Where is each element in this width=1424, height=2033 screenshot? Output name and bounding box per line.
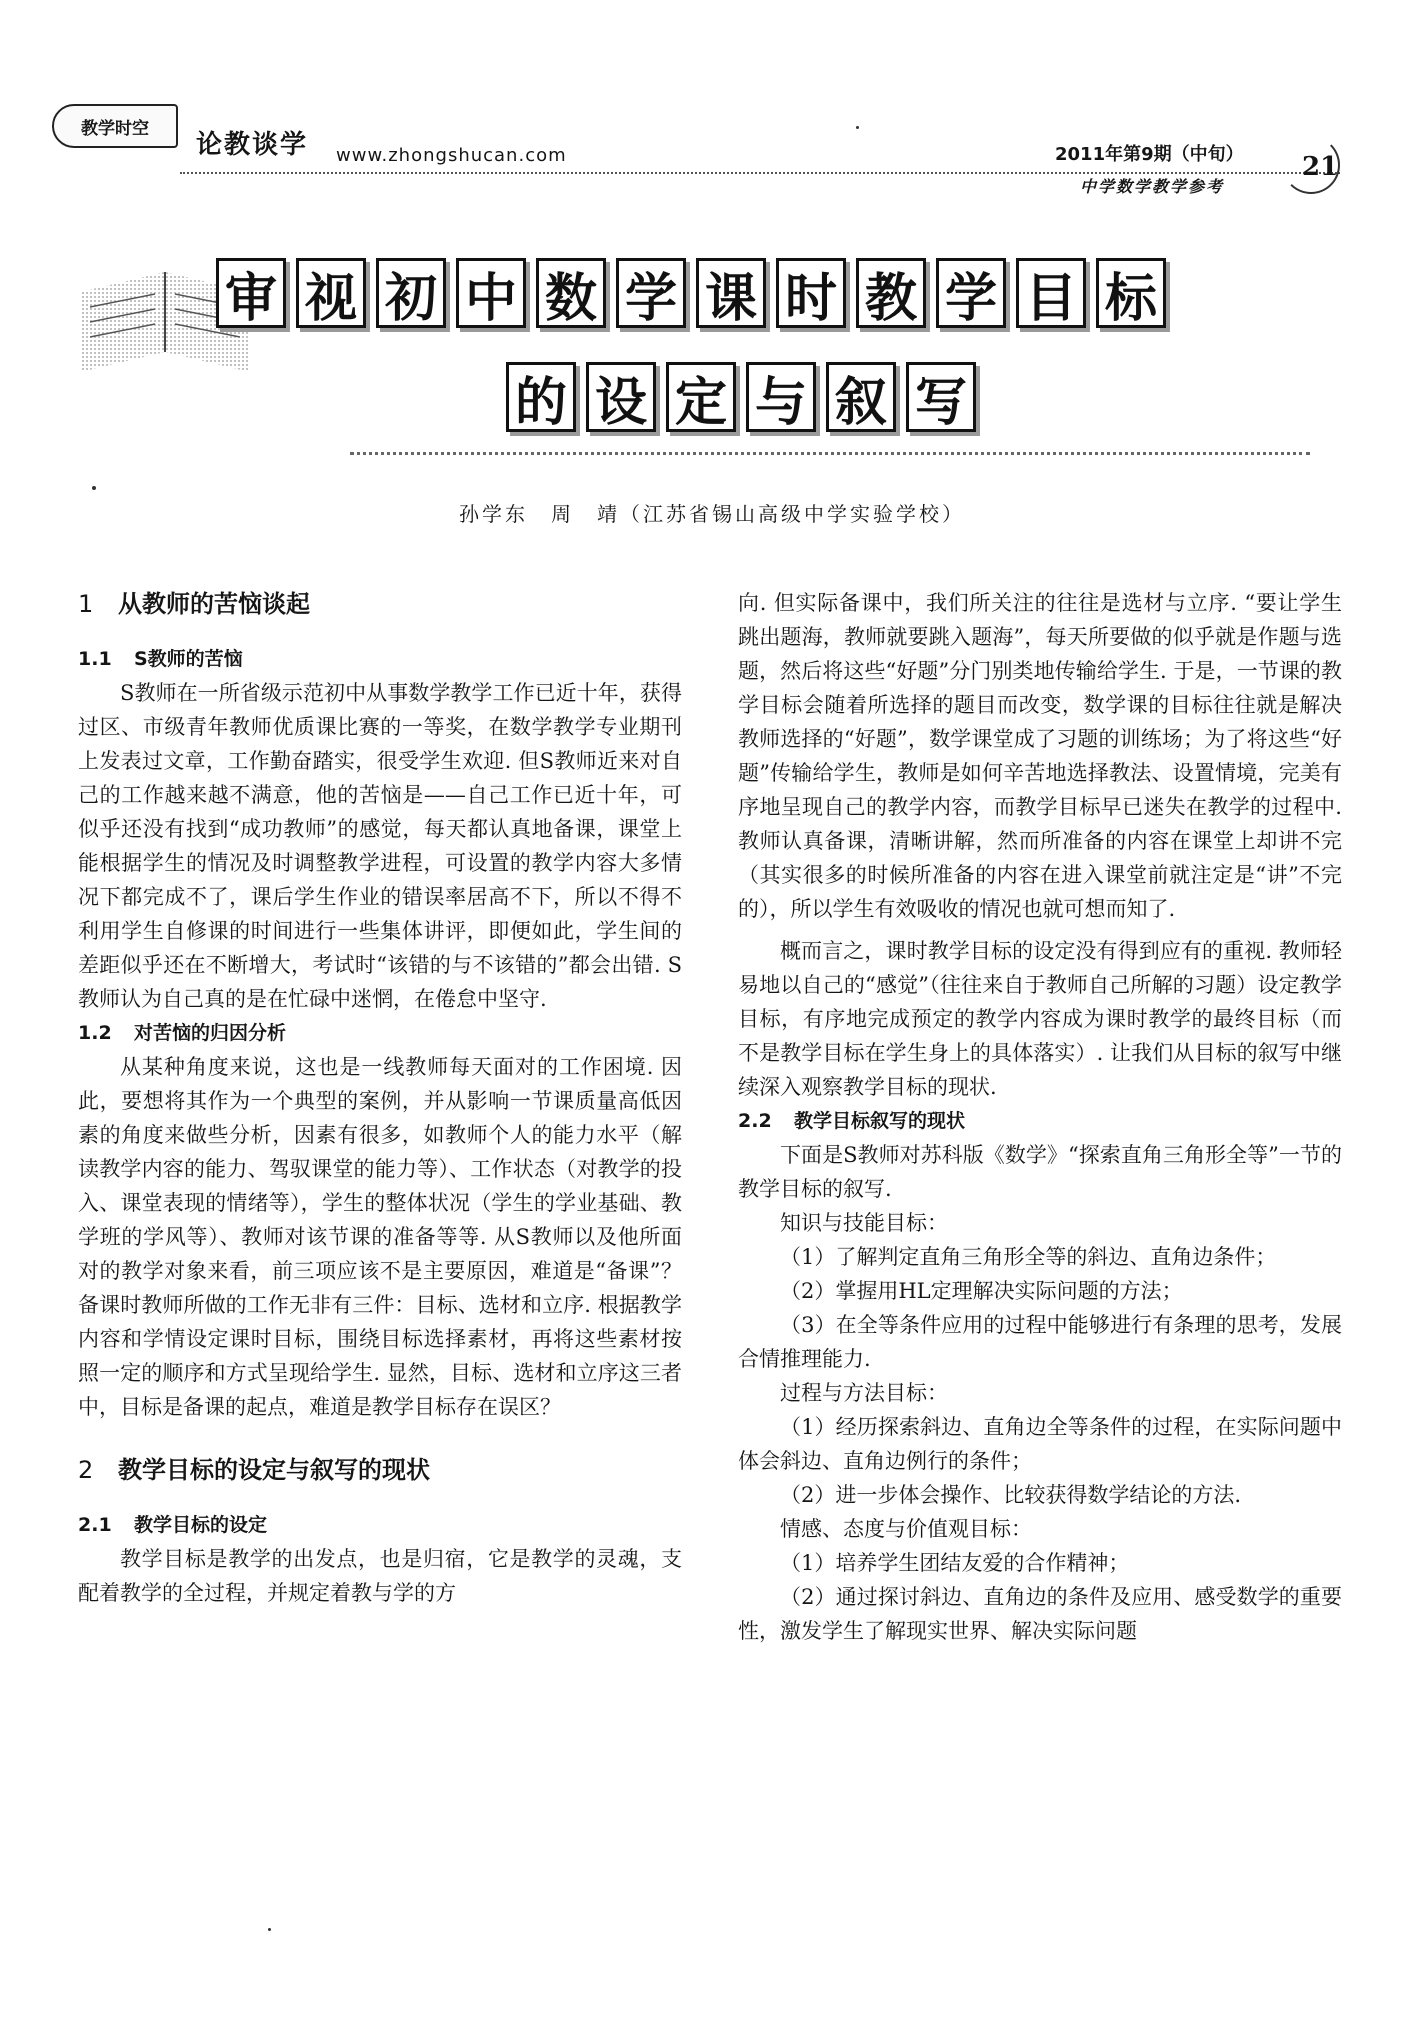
title-char: 学 (616, 258, 686, 328)
scan-speck (856, 126, 859, 129)
title-char: 目 (1016, 258, 1086, 328)
issue-info: 2011年第9期（中旬） (1055, 144, 1244, 165)
subsection-heading (78, 1016, 682, 1050)
goal-item: （3）在全等条件应用的过程中能够进行有条理的思考，发展合情推理能力. (738, 1313, 1342, 1371)
goal-item: （1）培养学生团结友爱的合作精神； (780, 1551, 1130, 1575)
title-char: 写 (906, 362, 976, 432)
section-badge: 教学时空 (52, 104, 178, 148)
right-column (738, 586, 1342, 1648)
title-line-2 (506, 362, 976, 432)
title-char: 视 (296, 258, 366, 328)
section-heading (78, 586, 682, 622)
title-char: 初 (376, 258, 446, 328)
title-char: 课 (696, 258, 766, 328)
title-char: 审 (216, 258, 286, 328)
subsection-heading (78, 642, 682, 676)
title-char: 设 (586, 362, 656, 432)
paragraph: S教师在一所省级示范初中从事数学教学工作已近十年，获得过区、市级青年教师优质课比赛的一等奖，在数学教学专业期刊上发表过文章，工作勤奋踏实，很受学生欢迎. 但S教师近来对自己的工作越来越不满意，他的苦恼是——自己工作已近十年，可似乎还没有找到“成功教师”的感觉，每天都认真地备课，课堂上能根据学生的情况及时调整教学进程，可设置的教学内容大多情况下都完成不了，课后学生作业的错误率居高不下，所以不得不利用学生自修课的时间进行一些集体讲评，即便如此，学生间的差距似乎还在不断增大，考试时“该错的与不该错的”都会出错. S教师认为自己真的是在忙碌中迷惘，在倦怠中坚守. (78, 681, 682, 1011)
title-char: 时 (776, 258, 846, 328)
subsection-number: 2.2 (738, 1110, 772, 1132)
goal-item: （1）了解判定直角三角形全等的斜边、直角边条件； (780, 1245, 1277, 1269)
subsection-title: 教学目标的设定 (134, 1514, 268, 1536)
journal-name: 中学数学教学参考 (1080, 177, 1225, 196)
title-char: 数 (536, 258, 606, 328)
section-title: 从教师的苦恼谈起 (118, 590, 310, 618)
subsection-number: 2.1 (78, 1514, 112, 1536)
section-title: 教学目标的设定与叙写的现状 (118, 1456, 430, 1484)
title-rule (350, 452, 1310, 455)
paragraph: 下面是S教师对苏科版《数学》“探索直角三角形全等”一节的教学目标的叙写. (738, 1143, 1342, 1201)
title-char: 学 (936, 258, 1006, 328)
section-number: 2 (78, 1456, 94, 1484)
scan-speck (268, 1928, 271, 1931)
title-char: 定 (666, 362, 736, 432)
title-char: 标 (1096, 258, 1166, 328)
goal-item: （1）经历探索斜边、直角边全等条件的过程，在实际问题中体会斜边、直角边例行的条件； (738, 1415, 1342, 1473)
subsection-heading (738, 1104, 1342, 1138)
paragraph: 教学目标是教学的出发点，也是归宿，它是教学的灵魂，支配着教学的全过程，并规定着教与学的方 (78, 1547, 682, 1605)
goal-heading: 知识与技能目标： (780, 1211, 948, 1235)
page-number: 21 (1302, 152, 1339, 182)
goal-item: （2）进一步体会操作、比较获得数学结论的方法. (780, 1483, 1242, 1507)
title-char: 叙 (826, 362, 896, 432)
title-char: 的 (506, 362, 576, 432)
section-number: 1 (78, 590, 94, 618)
goal-item: （2）通过探讨斜边、直角边的条件及应用、感受数学的重要性，激发学生了解现实世界、解决实际问题 (738, 1585, 1342, 1643)
left-column (78, 586, 682, 1610)
paragraph: 概而言之，课时教学目标的设定没有得到应有的重视. 教师轻易地以自己的“感觉”（往往来自于教师自己所解的习题）设定教学目标，有序地完成预定的教学内容成为课时教学的最终目标（而不是教学目标在学生身上的具体落实）. 让我们从目标的叙写中继续深入观察教学目标的现状. (738, 939, 1342, 1099)
author-line: 孙学东 周 靖（江苏省锡山高级中学实验学校） (459, 502, 965, 526)
title-line-1 (216, 258, 1166, 328)
goal-heading: 过程与方法目标： (780, 1381, 948, 1405)
subsection-title: S教师的苦恼 (134, 648, 243, 670)
title-char: 教 (856, 258, 926, 328)
scan-speck (92, 486, 96, 490)
title-char: 与 (746, 362, 816, 432)
page-header (0, 0, 1424, 200)
paragraph: 从某种角度来说，这也是一线教师每天面对的工作困境. 因此，要想将其作为一个典型的案例，并从影响一节课质量高低因素的角度来做些分析，因素有很多，如教师个人的能力水平（解读教学内容的能力、驾驭课堂的能力等）、工作状态（对教学的投入、课堂表现的情绪等），学生的整体状况（学生的学业基础、教学班的学风等）、教师对该节课的准备等等. 从S教师以及他所面对的教学对象来看，前三项应该不是主要原因，难道是“备课”？备课时教师所做的工作无非有三件：目标、选材和立序. 根据教学内容和学情设定课时目标，围绕目标选择素材，再将这些素材按照一定的顺序和方式呈现给学生. 显然，目标、选材和立序这三者中，目标是备课的起点，难道是教学目标存在误区？ (78, 1055, 682, 1419)
goal-item: （2）掌握用HL定理解决实际问题的方法； (780, 1279, 1183, 1303)
subsection-heading (78, 1508, 682, 1542)
column-name: 论教谈学 (196, 130, 309, 160)
site-url: www.zhongshucan.com (336, 145, 567, 166)
paragraph: 向. 但实际备课中，我们所关注的往往是选材与立序. “要让学生跳出题海，教师就要跳入题海”，每天所要做的似乎就是作题与选题，然后将这些“好题”分门别类地传输给学生. 于是，一节课的教学目标会随着所选择的题目而改变，数学课的目标往往就是解决教师选择的“好题”，数学课堂成了习题的训练场；为了将这些“好题”传输给学生，教师是如何辛苦地选择教法、设置情境，完美有序地呈现自己的教学内容，而教学目标早已迷失在教学的过程中. 教师认真备课，清晰讲解，然而所准备的内容在课堂上却讲不完（其实很多的时候所准备的内容在进入课堂前就注定是“讲”不完的），所以学生有效吸收的情况也就可想而知了. (738, 591, 1342, 921)
subsection-number: 1.2 (78, 1022, 112, 1044)
subsection-title: 教学目标叙写的现状 (794, 1110, 966, 1132)
subsection-title: 对苦恼的归因分析 (134, 1022, 287, 1044)
subsection-number: 1.1 (78, 648, 112, 670)
section-heading (78, 1452, 682, 1488)
goal-heading: 情感、态度与价值观目标： (780, 1517, 1032, 1541)
title-char: 中 (456, 258, 526, 328)
